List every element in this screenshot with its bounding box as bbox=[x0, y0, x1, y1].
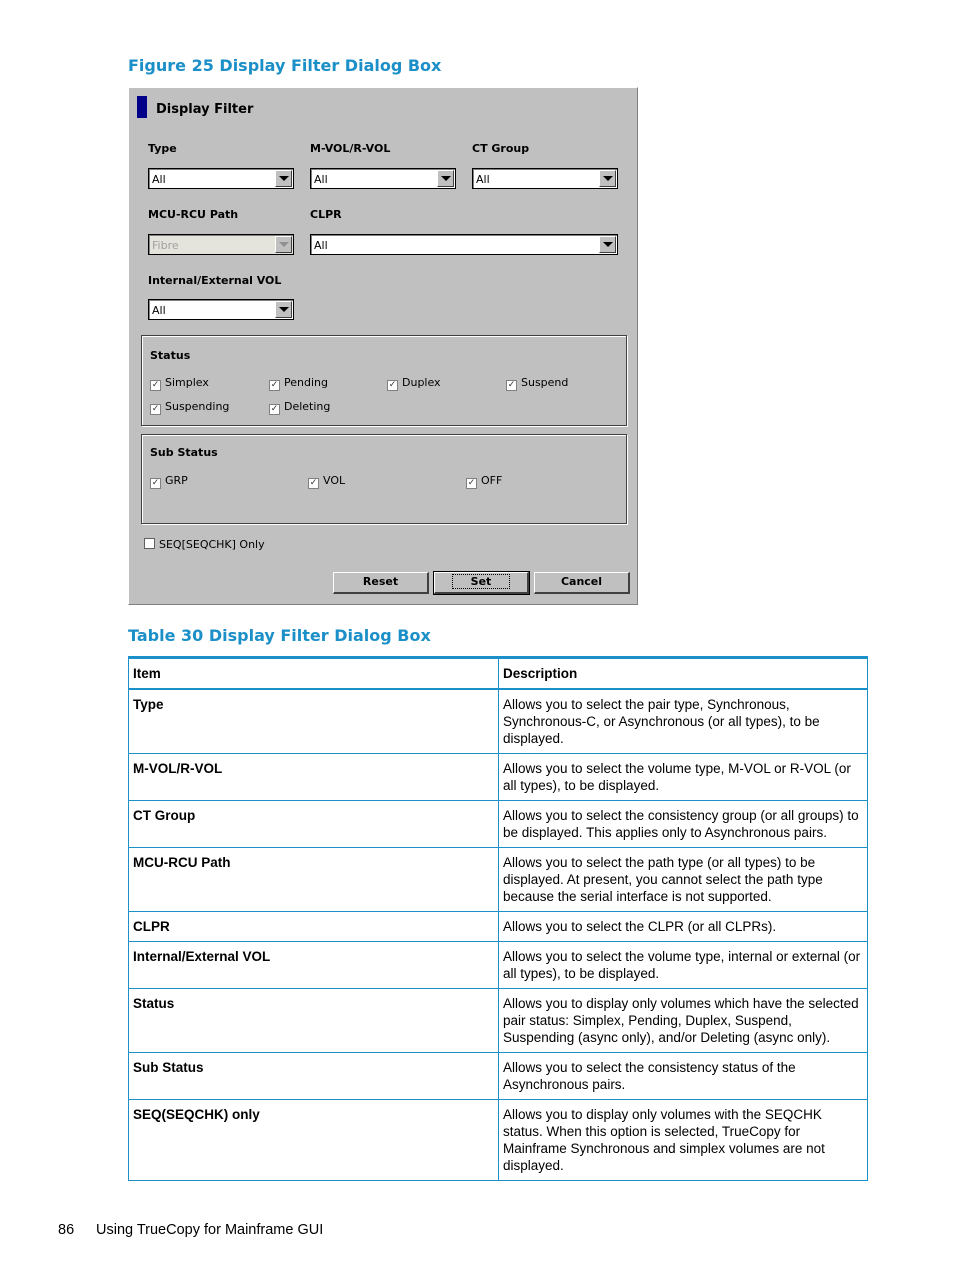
checkbox-label: Pending bbox=[284, 376, 328, 389]
table-row bbox=[129, 754, 868, 801]
footer-section-title: Using TrueCopy for Mainframe GUI bbox=[96, 1222, 324, 1238]
internal-external-vol-select[interactable] bbox=[148, 299, 294, 320]
checkmark-icon: ✓ bbox=[270, 380, 279, 390]
title-accent-bar bbox=[137, 96, 147, 118]
dialog-title: Display Filter bbox=[156, 102, 254, 117]
description-table bbox=[128, 656, 868, 1181]
description-cell: Allows you to select the pair type, Synchronous, Synchronous-C, or Asynchronous (or all types), to be displayed. bbox=[499, 689, 868, 754]
type-select[interactable] bbox=[148, 168, 294, 189]
checkmark-icon: ✓ bbox=[467, 478, 476, 488]
item-cell: SEQ(SEQCHK) only bbox=[129, 1100, 499, 1181]
table-row bbox=[129, 942, 868, 989]
item-column-header: Item bbox=[129, 658, 499, 690]
mvol-label: M-VOL/R-VOL bbox=[310, 142, 391, 155]
checkbox-label: Suspending bbox=[165, 400, 230, 413]
type-label: Type bbox=[148, 142, 177, 155]
item-cell: M-VOL/R-VOL bbox=[129, 754, 499, 801]
mvol-select[interactable] bbox=[310, 168, 456, 189]
description-cell: Allows you to select the consistency status of the Asynchronous pairs. bbox=[499, 1053, 868, 1100]
ctgroup-label: CT Group bbox=[472, 142, 530, 155]
checkmark-icon: ✓ bbox=[309, 478, 318, 488]
sub-status-group-label: Sub Status bbox=[150, 446, 218, 459]
clpr-select-value: All bbox=[314, 239, 328, 252]
clpr-select[interactable] bbox=[310, 234, 618, 255]
status-pending-checkbox[interactable] bbox=[269, 376, 328, 391]
substatus-off-checkbox[interactable] bbox=[466, 474, 502, 489]
cancel-button[interactable]: Cancel bbox=[534, 572, 630, 594]
chevron-down-icon[interactable] bbox=[599, 170, 616, 187]
seqchk-only-checkbox[interactable] bbox=[144, 538, 265, 551]
table-row bbox=[129, 848, 868, 912]
chevron-down-icon[interactable] bbox=[599, 236, 616, 253]
chevron-down-icon[interactable] bbox=[275, 170, 292, 187]
set-button-label: Set bbox=[452, 574, 511, 589]
description-cell: Allows you to select the CLPR (or all CLPRs). bbox=[499, 912, 868, 942]
checkmark-icon: ✓ bbox=[388, 380, 397, 390]
description-cell: Allows you to select the volume type, M-VOL or R-VOL (or all types), to be displayed. bbox=[499, 754, 868, 801]
table-row bbox=[129, 989, 868, 1053]
page-number: 86 bbox=[58, 1222, 75, 1238]
display-filter-dialog bbox=[128, 87, 638, 605]
checkmark-icon: ✓ bbox=[507, 380, 516, 390]
checkmark-icon: ✓ bbox=[270, 404, 279, 414]
status-suspending-checkbox[interactable] bbox=[150, 400, 229, 415]
chevron-down-icon[interactable] bbox=[275, 301, 292, 318]
item-cell: Type bbox=[129, 689, 499, 754]
checkbox-label: SEQ[SEQCHK] Only bbox=[159, 538, 265, 551]
ctgroup-select[interactable] bbox=[472, 168, 618, 189]
description-cell: Allows you to select the consistency group (or all groups) to be displayed. This applies only to Asynchronous pairs. bbox=[499, 801, 868, 848]
table-caption: Table 30 Display Filter Dialog Box bbox=[128, 626, 431, 645]
table-row bbox=[129, 1100, 868, 1181]
checkbox-label: Duplex bbox=[402, 376, 441, 389]
checkbox-label: Suspend bbox=[521, 376, 569, 389]
description-column-header: Description bbox=[499, 658, 868, 690]
ctgroup-select-value: All bbox=[476, 173, 490, 186]
mcu-rcu-path-select-value: Fibre bbox=[152, 239, 179, 252]
reset-button[interactable]: Reset bbox=[333, 572, 429, 594]
checkbox-label: Deleting bbox=[284, 400, 331, 413]
checkbox-label: OFF bbox=[481, 474, 503, 487]
table-header-row bbox=[129, 658, 868, 690]
item-cell: Status bbox=[129, 989, 499, 1053]
description-cell: Allows you to display only volumes with the SEQCHK status. When this option is selected, TrueCopy for Mainframe Synchronous and simplex volumes are not displayed. bbox=[499, 1100, 868, 1181]
mcu-rcu-path-label: MCU-RCU Path bbox=[148, 208, 239, 221]
item-cell: CT Group bbox=[129, 801, 499, 848]
status-deleting-checkbox[interactable] bbox=[269, 400, 330, 415]
item-cell: Internal/External VOL bbox=[129, 942, 499, 989]
status-suspend-checkbox[interactable] bbox=[506, 376, 568, 391]
description-cell: Allows you to select the volume type, internal or external (or all types), to be displayed. bbox=[499, 942, 868, 989]
internal-external-vol-label: Internal/External VOL bbox=[148, 274, 282, 287]
figure-caption: Figure 25 Display Filter Dialog Box bbox=[128, 56, 442, 75]
status-group bbox=[141, 335, 627, 426]
table-row bbox=[129, 689, 868, 754]
substatus-grp-checkbox[interactable] bbox=[150, 474, 188, 489]
description-cell: Allows you to display only volumes which have the selected pair status: Simplex, Pending, Duplex, Suspend, Suspending (async only), and/or Deleting (async only). bbox=[499, 989, 868, 1053]
checkbox-label: VOL bbox=[323, 474, 346, 487]
chevron-down-icon bbox=[275, 236, 292, 253]
checkbox-box bbox=[144, 538, 155, 549]
checkmark-icon: ✓ bbox=[151, 478, 160, 488]
table-row bbox=[129, 912, 868, 942]
status-duplex-checkbox[interactable] bbox=[387, 376, 441, 391]
mcu-rcu-path-select bbox=[148, 234, 294, 255]
clpr-label: CLPR bbox=[310, 208, 342, 221]
checkmark-icon: ✓ bbox=[151, 380, 160, 390]
substatus-vol-checkbox[interactable] bbox=[308, 474, 345, 489]
item-cell: Sub Status bbox=[129, 1053, 499, 1100]
checkmark-icon: ✓ bbox=[151, 404, 160, 414]
mvol-select-value: All bbox=[314, 173, 328, 186]
chevron-down-icon[interactable] bbox=[437, 170, 454, 187]
type-select-value: All bbox=[152, 173, 166, 186]
item-cell: MCU-RCU Path bbox=[129, 848, 499, 912]
table-row bbox=[129, 801, 868, 848]
table-row bbox=[129, 1053, 868, 1100]
status-group-label: Status bbox=[150, 349, 191, 362]
checkbox-label: GRP bbox=[165, 474, 188, 487]
description-cell: Allows you to select the path type (or all types) to be displayed. At present, you cannot select the path type because the serial interface is not supported. bbox=[499, 848, 868, 912]
internal-external-vol-select-value: All bbox=[152, 304, 166, 317]
item-cell: CLPR bbox=[129, 912, 499, 942]
sub-status-group bbox=[141, 434, 627, 524]
checkbox-label: Simplex bbox=[165, 376, 209, 389]
status-simplex-checkbox[interactable] bbox=[150, 376, 209, 391]
set-button[interactable] bbox=[434, 572, 529, 594]
